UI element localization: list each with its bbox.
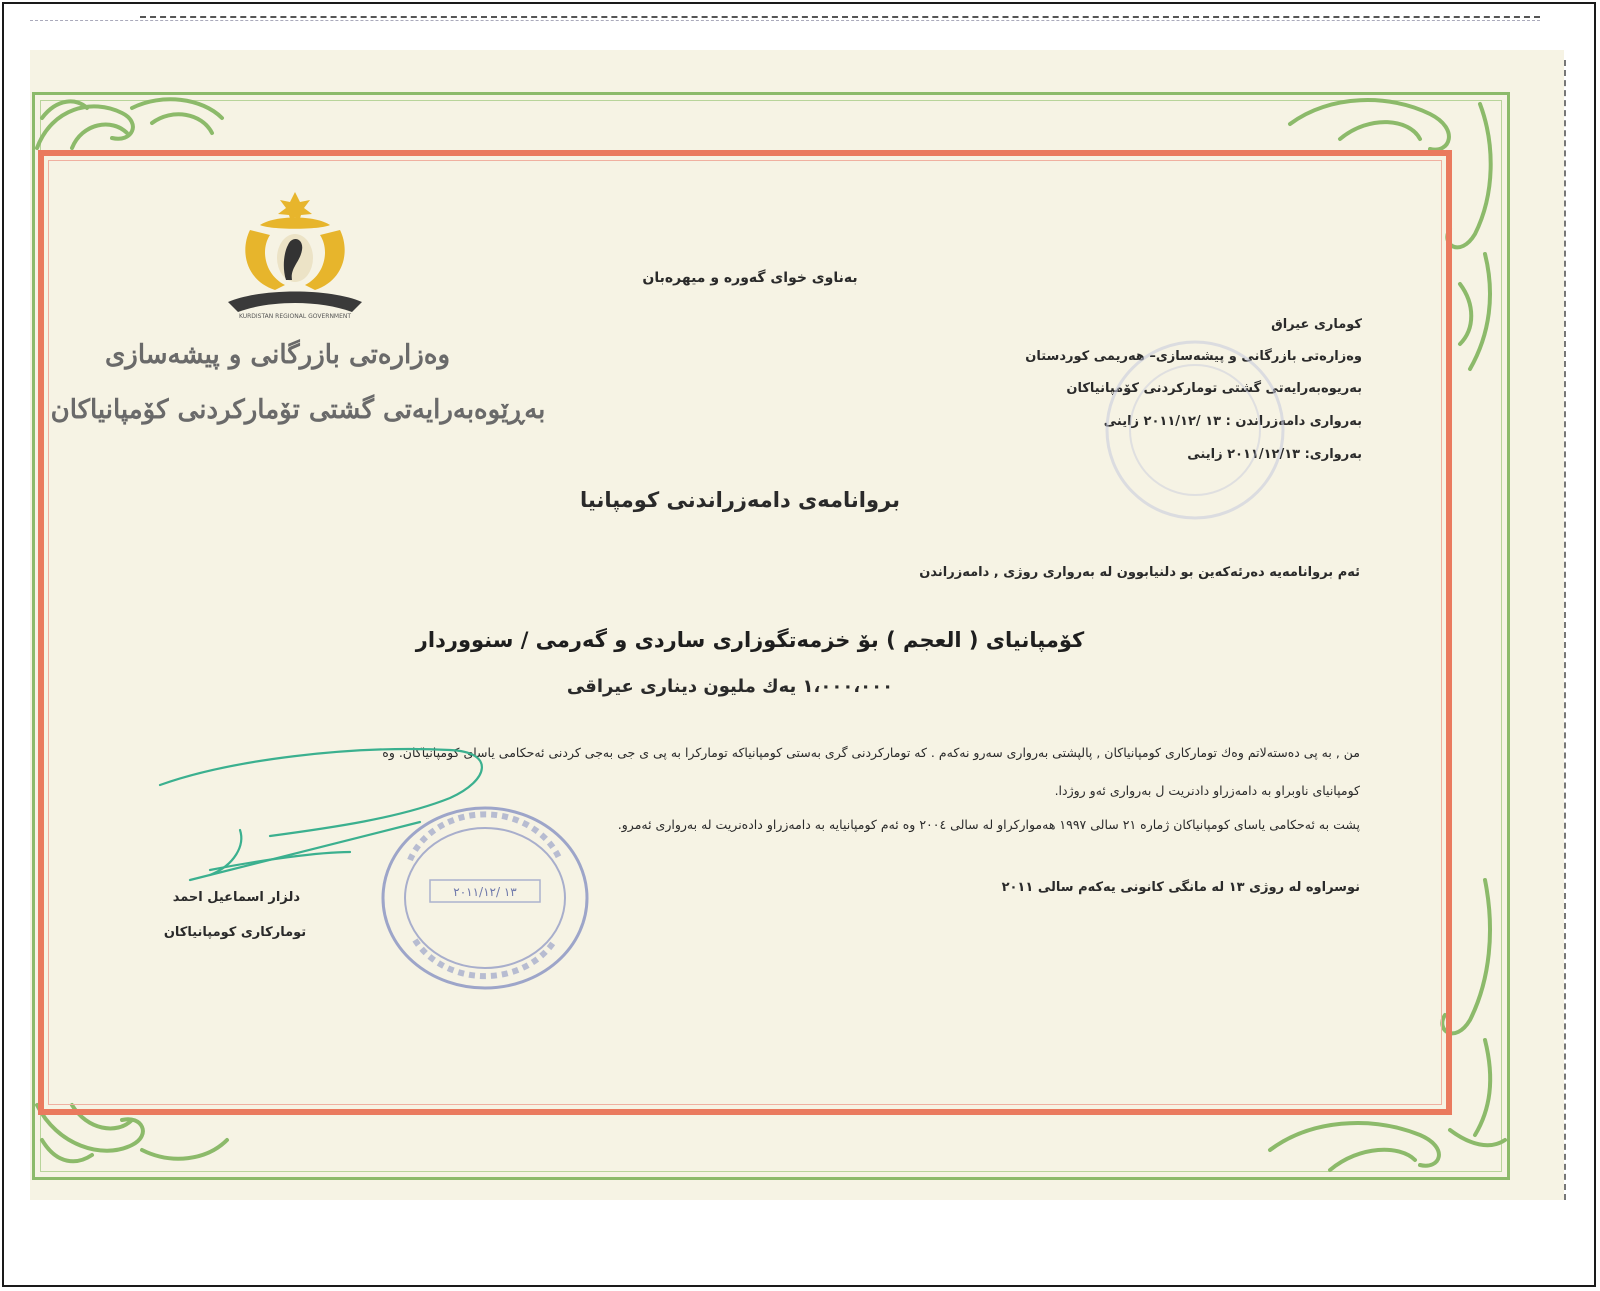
company-capital: ١،٠٠٠،٠٠٠ یەك ملیون دیناری عیراقی <box>566 676 894 697</box>
kurdistan-emblem-icon <box>220 190 370 320</box>
faint-stamp-top-icon <box>1100 335 1290 525</box>
authority-line-ministry: وەزارەتی بازرگانی و پیشەسازی– هەریمی كوردستان <box>1025 349 1362 364</box>
authority-line-directorate: بەریوەبەرایەتی گشتی تومارکردنی کۆمپانیاکان <box>1066 381 1362 396</box>
stamp-date: ١٣ /٢٠١١/١٢ <box>453 885 517 899</box>
authority-line-date: بەرواری: ٢٠١١/١٢/١٣ زاینی <box>1187 447 1362 462</box>
issued-date-line: نوسراوە لە روژی ١٣ لە مانگی کانونی یەکەم سالی ٢٠١١ <box>1001 880 1360 895</box>
corner-ornament-top-left-icon <box>32 88 232 158</box>
signatory-name: دلزار اسماعیل احمد <box>172 890 300 905</box>
company-name: كۆمپانیای ( العجم ) بۆ خزمەتگوزاری ساردی و گەرمی / سنووردار <box>415 628 1085 652</box>
authority-line-country: كوماری عیراق <box>1271 317 1362 332</box>
certificate-title: بروانامەی دامەزراندنی کومپانیا <box>580 488 900 512</box>
scan-edge-dash <box>140 16 1540 18</box>
certificate-intro: ئەم بروانامەیە دەرئەکەین بو دلنیابوون لە بەرواری روژی , دامەزراندن <box>919 565 1360 580</box>
signatory-title: تومارکاری کومپانیاکان <box>163 925 307 940</box>
emblem-caption: KURDISTAN REGIONAL GOVERNMENT <box>238 313 352 320</box>
scan-edge-dash-right <box>1564 60 1566 1200</box>
ministry-calligraphy-line2: بەڕێوەبەرایەتی گشتی تۆمارکردنی کۆمپانیاکان <box>50 395 546 425</box>
body-line-3: پشت بە ئەحکامی یاسای کومپانیاکان ژمارە ٢١ سالی ١٩٩٧ هەموارکراو لە سالی ٢٠٠٤ وە ئەم کومپانیایە بە دامەزراو دادەنریت لە بەرواری ئەمرو. <box>617 817 1360 832</box>
ministry-calligraphy-line1: وەزارەتی بازرگانی و پیشەسازی <box>104 340 450 370</box>
signature-icon <box>150 740 500 890</box>
body-line-1: من , بە پی دەستەلاتم وەك تومارکاری کومپانیاکان , پالپشتی بەرواری سەرو نەکەم . کە تومارکردنی گری بەستی کومپانیاکە تومارکرا بە پی ی جی بەجی کردنی ئەحکامی یاسای کومپانیاکان. وە <box>382 745 1360 760</box>
body-line-2: کومپانیای ناوبراو بە دامەزراو دادنریت ل بەرواری ئەو روژدا. <box>1054 783 1360 798</box>
authority-line-founding-date: بەرواری دامەزراندن : ١٣ /٢٠١١/١٢ زاینی <box>1103 414 1362 429</box>
basmala: بەناوی خوای گەورە و میهرەبان <box>642 270 858 286</box>
scan-edge-dash-light <box>30 20 1540 21</box>
